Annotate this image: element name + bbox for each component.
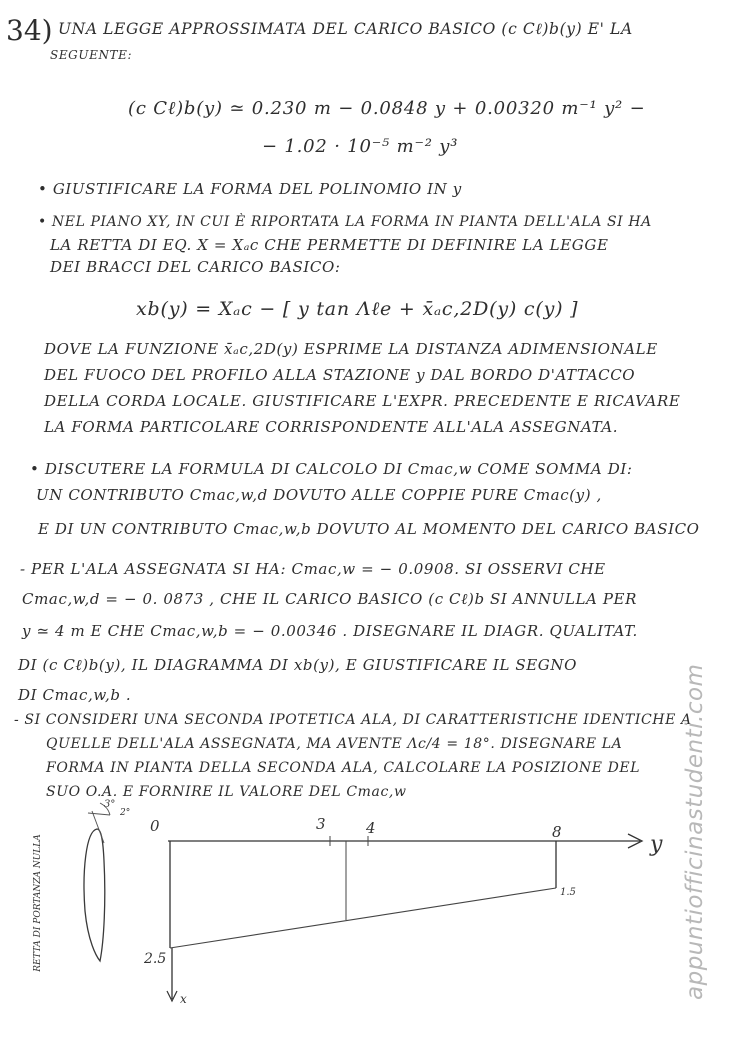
question-4-line-1: - PER L'ALA ASSEGNATA SI HA: Cmac,w = − 0.0908. SI OSSERVI CHE [20, 560, 606, 578]
airfoil-shape [84, 829, 105, 961]
paragraph-line-4: LA FORMA PARTICOLARE CORRISPONDENTE ALL'ALA ASSEGNATA. [44, 418, 619, 436]
paragraph-line-2: DEL FUOCO DEL PROFILO ALLA STAZIONE y DAL BORDO D'ATTACCO [44, 366, 636, 384]
equation-1-a: (c Cℓ)b(y) ≃ 0.230 m − 0.0848 y + 0.00320 m⁻¹ y² − [128, 98, 646, 119]
question-2-line-2: LA RETTA DI EQ. X = Xₐc CHE PERMETTE DI DEFINIRE LA LEGGE [50, 236, 609, 254]
watermark-text: appuntiofficinastudenti.com [682, 663, 708, 1000]
x-axis-label: x [180, 992, 187, 1006]
question-2-line-3: DEI BRACCI DEL CARICO BASICO: [50, 258, 341, 276]
intro-line-2: SEGUENTE: [50, 48, 133, 62]
tick-8: 8 [552, 823, 562, 841]
angle-label: 3° [104, 799, 116, 810]
question-3-line-1: • DISCUTERE LA FORMULA DI CALCOLO DI Cmac,w COME SOMMA DI: [30, 460, 633, 478]
zero-lift-line-label: RETTA DI PORTANZA NULLA [33, 834, 43, 972]
equation-1-b: − 1.02 · 10⁻⁵ m⁻² y³ [262, 136, 459, 157]
tick-3: 3 [316, 815, 326, 833]
equation-2: xb(y) = Xₐc − [ y tan Λℓe + x̄ₐc,2D(y) c(y) ] [136, 298, 579, 320]
wing-trailing-edge [170, 888, 556, 948]
question-3-line-3: E DI UN CONTRIBUTO Cmac,w,b DOVUTO AL MOMENTO DEL CARICO BASICO [38, 520, 700, 538]
question-5-line-2: QUELLE DELL'ALA ASSEGNATA, MA AVENTE Λc/4 = 18°. DISEGNARE LA [46, 736, 623, 752]
tick-0: 0 [150, 817, 160, 835]
tick-4: 4 [366, 819, 376, 837]
question-4-line-4: DI (c Cℓ)b(y), IL DIAGRAMMA DI xb(y), E GIUSTIFICARE IL SEGNO [18, 656, 578, 674]
problem-number: 34) [6, 14, 53, 47]
root-chord-label: 2.5 [144, 951, 167, 967]
question-5-line-1: - SI CONSIDERI UNA SECONDA IPOTETICA ALA, DI CARATTERISTICHE IDENTICHE A [14, 712, 692, 728]
paragraph-line-3: DELLA CORDA LOCALE. GIUSTIFICARE L'EXPR. PRECEDENTE E RICAVARE [44, 392, 681, 410]
question-1: • GIUSTIFICARE LA FORMA DEL POLINOMIO IN y [38, 180, 462, 198]
chord-line [88, 813, 110, 815]
y-axis-label: y [650, 832, 663, 857]
paragraph-line-1: DOVE LA FUNZIONE x̄ₐc,2D(y) ESPRIME LA DISTANZA ADIMENSIONALE [44, 340, 658, 358]
intro-line-1: UNA LEGGE APPROSSIMATA DEL CARICO BASICO (c Cℓ)b(y) E' LA [58, 20, 633, 38]
question-3-line-2: UN CONTRIBUTO Cmac,w,d DOVUTO ALLE COPPIE PURE Cmac(y) , [36, 486, 602, 504]
question-4-line-2: Cmac,w,d = − 0. 0873 , CHE IL CARICO BASICO (c Cℓ)b SI ANNULLA PER [22, 590, 637, 608]
angle-label-2: 2° [120, 808, 131, 818]
question-2-line-1: • NEL PIANO XY, IN CUI È RIPORTATA LA FORMA IN PIANTA DELL'ALA SI HA [38, 214, 652, 230]
question-4-line-5: DI Cmac,w,b . [18, 686, 132, 704]
wing-planform-figure [0, 791, 744, 1051]
question-4-line-3: y ≃ 4 m E CHE Cmac,w,b = − 0.00346 . DISEGNARE IL DIAGR. QUALITAT. [22, 622, 638, 640]
zero-lift-line [92, 811, 104, 843]
question-5-line-3: FORMA IN PIANTA DELLA SECONDA ALA, CALCOLARE LA POSIZIONE DEL [46, 760, 641, 776]
tip-chord-label: 1.5 [560, 887, 576, 898]
question-5-line-4: SUO O.A. E FORNIRE IL VALORE DEL Cmac,w [46, 784, 407, 800]
